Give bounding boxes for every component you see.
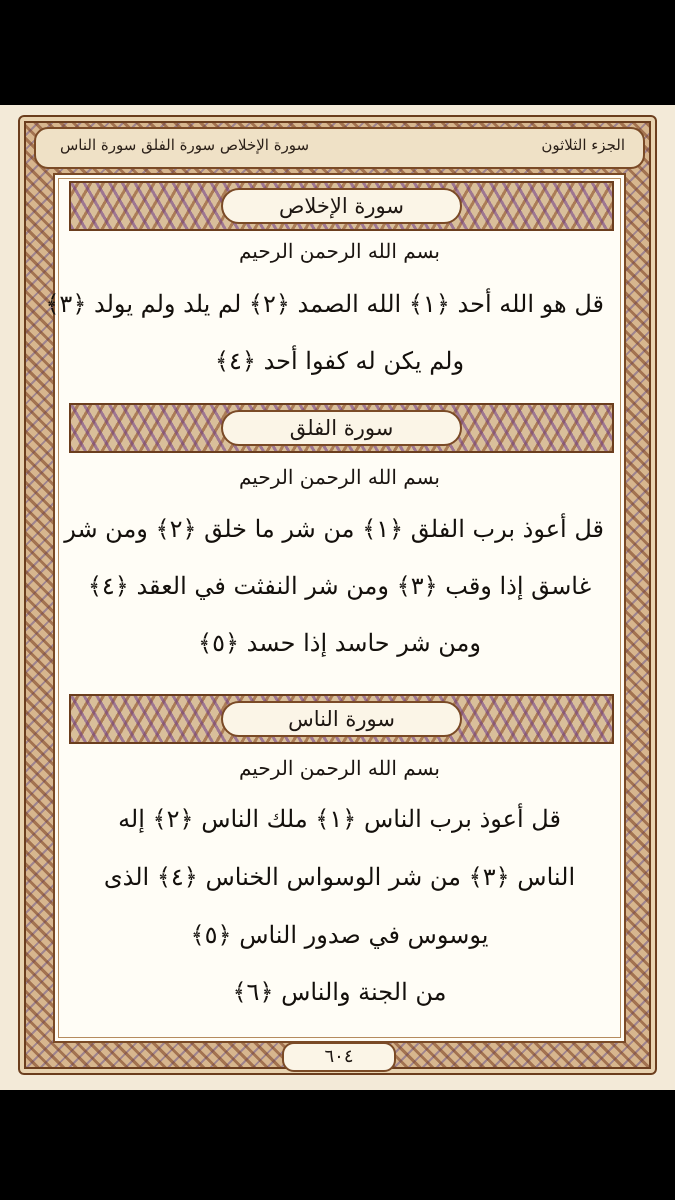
page-number: ٦٠٤ bbox=[282, 1042, 396, 1072]
ayah-line: ومن شر حاسد إذا حسد ﴿٥﴾ bbox=[198, 629, 481, 657]
basmala: بسم الله الرحمن الرحيم bbox=[238, 756, 440, 780]
surah-title: سورة الناس bbox=[221, 701, 462, 737]
juz-title: الجزء الثلاثون bbox=[541, 136, 625, 154]
ayah-line: قل أعوذ برب الناس ﴿١﴾ ملك الناس ﴿٢﴾ إله bbox=[118, 805, 561, 833]
surah-banner-ikhlas bbox=[69, 181, 614, 231]
basmala: بسم الله الرحمن الرحيم bbox=[238, 239, 440, 263]
mushaf-page bbox=[0, 105, 675, 1090]
ayah-line: غاسق إذا وقب ﴿٣﴾ ومن شر النفثت في العقد ﴿٤﴾ bbox=[87, 572, 592, 600]
ayah-line: الناس ﴿٣﴾ من شر الوسواس الخناس ﴿٤﴾ الذى bbox=[103, 863, 576, 891]
ayah-line: ولم يكن له كفوا أحد ﴿٤﴾ bbox=[214, 347, 465, 375]
surah-title: سورة الإخلاص bbox=[221, 188, 462, 224]
surah-banner-falaq bbox=[69, 403, 614, 453]
page-header bbox=[34, 127, 645, 169]
ayah-line: قل هو الله أحد ﴿١﴾ الله الصمد ﴿٢﴾ لم يلد ولم يولد ﴿٣﴾ bbox=[45, 290, 604, 318]
ayah-line: قل أعوذ برب الفلق ﴿١﴾ من شر ما خلق ﴿٢﴾ ومن شر bbox=[64, 515, 604, 543]
surah-banner-nas bbox=[69, 694, 614, 744]
basmala: بسم الله الرحمن الرحيم bbox=[238, 465, 440, 489]
surah-names-header: سورة الإخلاص سورة الفلق سورة الناس bbox=[60, 136, 310, 154]
ayah-line: من الجنة والناس ﴿٦﴾ bbox=[232, 978, 447, 1006]
text-panel bbox=[45, 173, 626, 1043]
ayah-line: يوسوس في صدور الناس ﴿٥﴾ bbox=[190, 921, 489, 949]
surah-title: سورة الفلق bbox=[221, 410, 462, 446]
